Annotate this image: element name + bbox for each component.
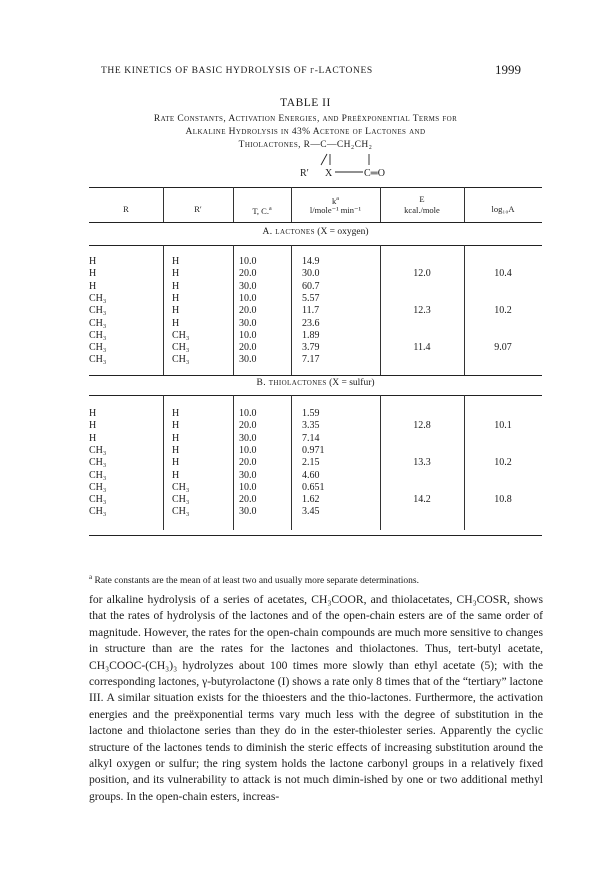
table-cell-rp: CH₃ — [172, 494, 190, 506]
table-cell-t: 10.0 — [239, 329, 257, 341]
table-cell-k: 11.7 — [302, 305, 320, 317]
table-footnote: $^a$ Rate constants are the mean of at least two and usually more separate determinations. — [89, 573, 419, 587]
table-cell-k: 60.7 — [302, 280, 320, 292]
table-cell-k: 1.89 — [302, 329, 320, 341]
section-b-heading: B. thiolactones (X = sulfur) — [256, 378, 375, 388]
table-cell-e: 12.3 — [413, 305, 431, 317]
table-cell-r: H — [89, 408, 97, 419]
footnote-mark-k: a — [336, 196, 339, 202]
table-cell-k: 0.971 — [302, 444, 325, 456]
table-cell-log: 10.2 — [494, 457, 512, 469]
table-cell-t: 10.0 — [239, 292, 257, 304]
section-a-heading: A. lactones (X = oxygen) — [262, 227, 369, 237]
col-header-temperature: T, C.$^a$ — [252, 205, 272, 216]
table-top-rule — [89, 187, 542, 188]
table-cell-log: 9.07 — [494, 342, 512, 354]
table-cell-k: 14.9 — [302, 256, 320, 267]
col-header-k: $k^a$ — [332, 195, 339, 206]
table-cell-t: 30.0 — [239, 317, 257, 329]
body-paragraph-text: for alkaline hydrolysis of a series of acetates, CH₃COOR, and thiolacetates, CH₃COSR, shows that the rates of hydrolysis of the lactones and of the open-chain esters are of the same order of magnitude. However, the rates for the open-chain compounds are much more sensitive to changes in structure than are the rates for the lactones and thiolactones. Thus, tert-butyl acetate, CH₃COOC-(CH₃)₃ hydrolyzes about 100 times more slowly than ethyl acetate (5); with the corresponding lactones, γ-butyrolactone (I) shows a rate only 8 times that of the “tertiary” lactone III. A similar situation exists for the thioesters and the thio-lactones. Furthermore, the activation energies and the preëxponential terms vary much less with the degree of substitution in the lactone and thiolactone series than they do in the ester-thiolester series. Apparently the cyclic structure of the lactones tends to diminish the steric effects of increasing substitution around the alkyl oxygen or sulfur; the ring system holds the lactone carbonyl groups in a relatively fixed position, and its vulnerability to attack is not much dimin-ished by one or two additional methyl groups. In the open-chain esters, increas- — [89, 593, 543, 803]
table-cell-r: CH₃ — [89, 305, 107, 317]
table-caption-line-2: Alkaline Hydrolysis in 43% Acetone of Lactones and — [185, 127, 426, 137]
section-b-top-rule — [89, 375, 542, 376]
table-cell-r: CH₃ — [89, 354, 107, 366]
table-cell-rp: H — [172, 280, 180, 292]
table-cell-rp: H — [172, 432, 180, 444]
table-cell-rp: H — [172, 408, 180, 419]
table-cell-k: 3.79 — [302, 342, 320, 354]
table-cell-t: 10.0 — [239, 408, 257, 419]
table-cell-k: 5.57 — [302, 292, 320, 304]
table-caption-line-3: Thiolactones, R—C—CH₂CH₂ — [238, 140, 373, 150]
table-cell-r: CH₃ — [89, 457, 107, 469]
table-cell-rp: H — [172, 469, 180, 481]
table-cell-rp: H — [172, 292, 180, 304]
table-cell-k: 1.59 — [302, 408, 320, 419]
table-cell-k: 0.651 — [302, 481, 325, 493]
table-cell-r: CH₃ — [89, 292, 107, 304]
table-cell-r: H — [89, 432, 97, 444]
table-cell-t: 20.0 — [239, 494, 257, 506]
header-bottom-rule — [89, 222, 542, 223]
table-cell-r: CH₃ — [89, 469, 107, 481]
body-paragraph — [89, 592, 543, 805]
table-cell-rp: H — [172, 420, 180, 432]
lactone-ring-structure — [300, 152, 410, 182]
table-cell-rp: H — [172, 268, 180, 280]
table-cell-log: 10.8 — [494, 494, 512, 506]
table-cell-r: H — [89, 280, 97, 292]
table-cell-e: 13.3 — [413, 457, 431, 469]
table-cell-r: CH₃ — [89, 494, 107, 506]
table-cell-k: 4.60 — [302, 469, 320, 481]
table-cell-rp: CH₃ — [172, 342, 190, 354]
footnote-mark: a — [89, 573, 93, 581]
table-cell-r: CH₃ — [89, 481, 107, 493]
table-cell-t: 10.0 — [239, 444, 257, 456]
col-header-r: R — [123, 204, 129, 214]
table-caption-line-1: Rate Constants, Activation Energies, and Preëxponential Terms for — [153, 114, 458, 124]
col-header-k-units: l/mole⁻¹ min⁻¹ — [309, 205, 362, 215]
page-number: 1999 — [495, 62, 521, 77]
table-cell-e: 12.0 — [413, 268, 431, 280]
table-cell-t: 20.0 — [239, 305, 257, 317]
table-cell-k: 3.45 — [302, 506, 320, 518]
table-cell-k: 2.15 — [302, 457, 320, 469]
table-cell-t: 10.0 — [239, 256, 257, 267]
table-cell-t: 20.0 — [239, 268, 257, 280]
table-cell-r: H — [89, 268, 97, 280]
table-cell-log: 10.1 — [494, 420, 512, 432]
table-cell-k: 7.17 — [302, 354, 320, 366]
col-header-e-units: kcal./mole — [404, 205, 440, 215]
table-bottom-rule — [89, 535, 542, 536]
table-cell-rp: H — [172, 305, 180, 317]
table-cell-k: 1.62 — [302, 494, 320, 506]
table-cell-e: 14.2 — [413, 494, 431, 506]
table-cell-rp: H — [172, 317, 180, 329]
x-atom-label: X — [325, 168, 333, 179]
table-cell-r: CH₃ — [89, 317, 107, 329]
col-header-r-prime: R′ — [194, 204, 202, 214]
table-label: TABLE II — [280, 97, 331, 109]
table-cell-rp: CH₃ — [172, 481, 190, 493]
carbonyl-label: C═O — [364, 168, 385, 179]
table-cell-k: 3.35 — [302, 420, 320, 432]
table-cell-k: 7.14 — [302, 432, 320, 444]
table-cell-r: CH₃ — [89, 506, 107, 518]
table-cell-rp: CH₃ — [172, 354, 190, 366]
table-cell-t: 30.0 — [239, 280, 257, 292]
table-cell-t: 30.0 — [239, 506, 257, 518]
table-cell-t: 20.0 — [239, 420, 257, 432]
table-cell-k: 23.6 — [302, 317, 320, 329]
table-cell-t: 10.0 — [239, 481, 257, 493]
table-cell-rp: CH₃ — [172, 506, 190, 518]
footnote-mark-temperature: a — [268, 206, 272, 212]
table-cell-r: H — [89, 420, 97, 432]
section-a-top-rule — [89, 245, 542, 246]
table-cell-e: 11.4 — [413, 342, 431, 354]
section-b-heading-rule — [89, 395, 542, 396]
table-cell-k: 30.0 — [302, 268, 320, 280]
table-cell-r: H — [89, 256, 97, 267]
table-cell-rp: H — [172, 256, 180, 267]
table-cell-t: 30.0 — [239, 469, 257, 481]
running-title: THE KINETICS OF BASIC HYDROLYSIS OF γ-LACTONES — [101, 66, 373, 76]
table-cell-t: 30.0 — [239, 354, 257, 366]
table-cell-r: CH₃ — [89, 329, 107, 341]
table-cell-log: 10.2 — [494, 305, 512, 317]
table-cell-t: 20.0 — [239, 342, 257, 354]
table-cell-r: CH₃ — [89, 342, 107, 354]
col-header-log-a: log₁₀A — [491, 204, 515, 214]
table-cell-rp: H — [172, 444, 180, 456]
col-header-e: E — [419, 194, 425, 204]
table-cell-log: 10.4 — [494, 268, 512, 280]
table-cell-r: CH₃ — [89, 444, 107, 456]
r-prime-label: R′ — [300, 168, 309, 179]
table-cell-t: 30.0 — [239, 432, 257, 444]
table-cell-rp: CH₃ — [172, 329, 190, 341]
table-cell-t: 20.0 — [239, 457, 257, 469]
table-cell-rp: H — [172, 457, 180, 469]
table-cell-e: 12.8 — [413, 420, 431, 432]
